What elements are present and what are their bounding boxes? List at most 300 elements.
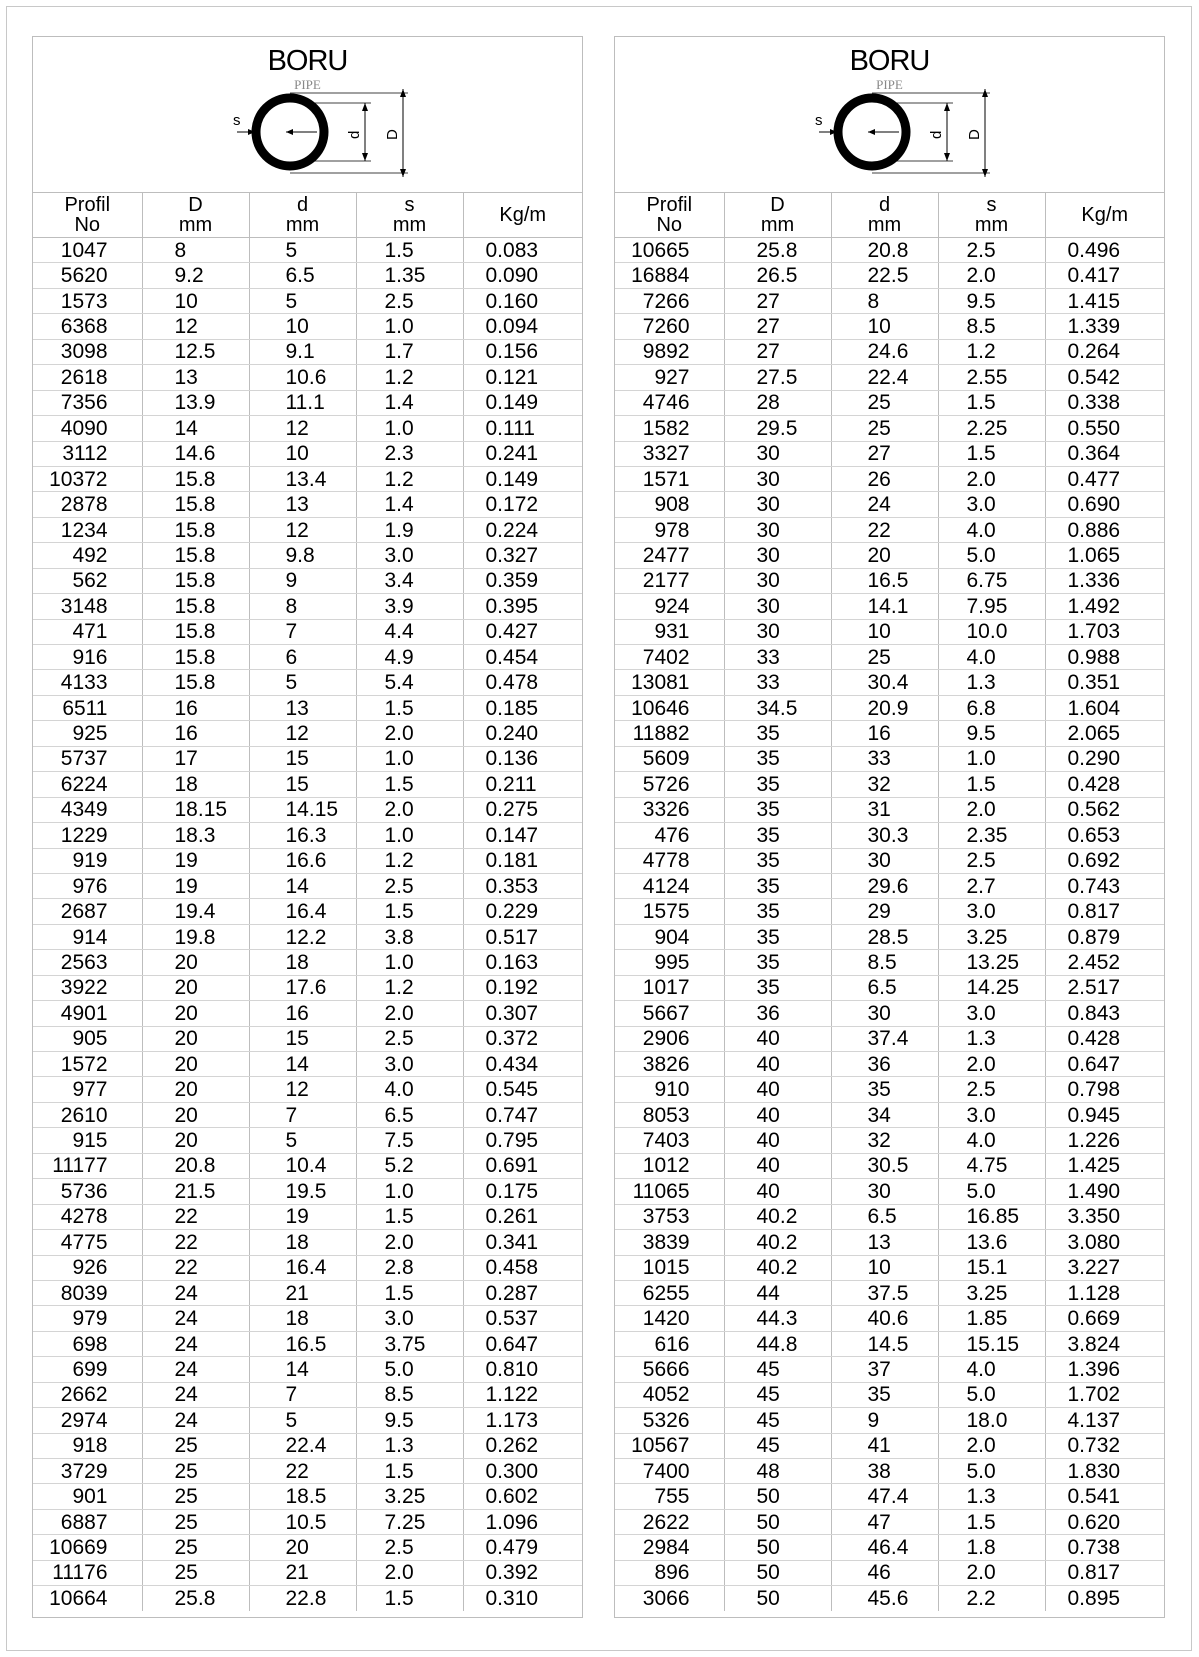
table-row	[615, 568, 1164, 593]
cell-kg-per-m: 0.211	[463, 772, 582, 797]
cell-d: 30	[831, 848, 938, 873]
table-row	[615, 1204, 1164, 1229]
cell-D: 13	[142, 365, 249, 390]
table-row	[33, 288, 582, 313]
cell-s: 2.0	[938, 1052, 1045, 1077]
table-row	[33, 238, 582, 263]
cell-s: 3.9	[356, 594, 463, 619]
cell-profil-no: 919	[33, 848, 142, 873]
cell-kg-per-m: 0.690	[1045, 492, 1164, 517]
cell-s: 3.25	[938, 1280, 1045, 1305]
table-row	[615, 594, 1164, 619]
cell-d: 6.5	[831, 975, 938, 1000]
cell-kg-per-m: 0.172	[463, 492, 582, 517]
table-row	[33, 594, 582, 619]
cell-D: 35	[724, 823, 831, 848]
cell-profil-no: 7402	[615, 645, 724, 670]
cell-d: 41	[831, 1433, 938, 1458]
cell-profil-no: 7403	[615, 1128, 724, 1153]
cell-kg-per-m: 1.096	[463, 1509, 582, 1534]
cell-s: 3.75	[356, 1331, 463, 1356]
cell-D: 19	[142, 848, 249, 873]
cell-D: 44.3	[724, 1306, 831, 1331]
table-row	[33, 1204, 582, 1229]
cell-D: 24	[142, 1408, 249, 1433]
table-row	[33, 695, 582, 720]
cell-profil-no: 924	[615, 594, 724, 619]
cell-d: 25	[831, 416, 938, 441]
cell-kg-per-m: 0.545	[463, 1077, 582, 1102]
cell-s: 16.85	[938, 1204, 1045, 1229]
cell-s: 2.0	[356, 721, 463, 746]
cell-d: 6.5	[831, 1204, 938, 1229]
cell-d: 16.3	[249, 823, 356, 848]
cell-d: 12	[249, 1077, 356, 1102]
cell-D: 20	[142, 975, 249, 1000]
s-label: s	[233, 112, 241, 129]
cell-kg-per-m: 0.496	[1045, 238, 1164, 263]
cell-d: 10	[249, 441, 356, 466]
cell-profil-no: 4124	[615, 873, 724, 898]
cell-s: 1.3	[938, 1026, 1045, 1051]
cell-d: 27	[831, 441, 938, 466]
cell-D: 19	[142, 873, 249, 898]
s-label: s	[815, 112, 823, 129]
table-row	[33, 543, 582, 568]
cell-kg-per-m: 0.156	[463, 339, 582, 364]
cell-s: 3.4	[356, 568, 463, 593]
cell-s: 9.5	[938, 288, 1045, 313]
cell-d: 10	[831, 314, 938, 339]
cell-d: 46.4	[831, 1535, 938, 1560]
table-row	[615, 873, 1164, 898]
cell-D: 25.8	[724, 238, 831, 263]
cell-profil-no: 904	[615, 924, 724, 949]
cell-d: 31	[831, 797, 938, 822]
cell-d: 30.3	[831, 823, 938, 848]
table-row	[33, 873, 582, 898]
cell-profil-no: 2477	[615, 543, 724, 568]
cell-kg-per-m: 1.604	[1045, 695, 1164, 720]
header-d-unit: mm	[285, 214, 320, 236]
cell-d: 25	[831, 645, 938, 670]
cell-profil-no: 11882	[615, 721, 724, 746]
cell-s: 4.75	[938, 1153, 1045, 1178]
cell-d: 22.4	[831, 365, 938, 390]
cell-profil-no: 995	[615, 950, 724, 975]
table-row	[615, 1484, 1164, 1509]
cell-profil-no: 9892	[615, 339, 724, 364]
cell-s: 2.35	[938, 823, 1045, 848]
header-d-unit: mm	[867, 214, 902, 236]
table-row	[33, 1382, 582, 1407]
cell-d: 16	[249, 1001, 356, 1026]
cell-d: 16.6	[249, 848, 356, 873]
table-header-row	[615, 193, 1164, 238]
cell-D: 40	[724, 1102, 831, 1127]
cell-D: 45	[724, 1408, 831, 1433]
cell-profil-no: 4746	[615, 390, 724, 415]
cell-s: 1.5	[938, 390, 1045, 415]
cell-kg-per-m: 0.310	[485, 1586, 539, 1610]
cell-kg-per-m: 0.647	[1045, 1052, 1164, 1077]
cell-kg-per-m: 0.307	[463, 1001, 582, 1026]
cell-kg-per-m: 0.364	[1045, 441, 1164, 466]
cell-profil-no: 8039	[33, 1280, 142, 1305]
cell-kg-per-m: 0.743	[1045, 873, 1164, 898]
cell-s: 5.0	[938, 543, 1045, 568]
cell-profil-no: 6255	[615, 1280, 724, 1305]
table-row	[615, 238, 1164, 263]
cell-d: 8.5	[831, 950, 938, 975]
cell-profil-no: 2687	[33, 899, 142, 924]
cell-s: 5.0	[938, 1382, 1045, 1407]
cell-D: 35	[724, 924, 831, 949]
table-row	[33, 365, 582, 390]
cell-s: 1.5	[938, 772, 1045, 797]
cell-d: 5	[249, 1408, 356, 1433]
cell-s: 3.0	[356, 1306, 463, 1331]
cell-s: 1.0	[356, 823, 463, 848]
cell-d: 14.5	[831, 1331, 938, 1356]
cell-profil-no: 3839	[615, 1230, 724, 1255]
cell-s: 2.5	[356, 288, 463, 313]
cell-D: 45	[724, 1433, 831, 1458]
cell-D: 19.4	[142, 899, 249, 924]
cell-kg-per-m: 4.137	[1045, 1408, 1164, 1433]
cell-kg-per-m: 0.094	[463, 314, 582, 339]
cell-s: 1.3	[938, 670, 1045, 695]
cell-d: 20.8	[831, 238, 938, 263]
table-row	[33, 1153, 582, 1178]
table-row	[33, 492, 582, 517]
cell-d: 33	[831, 746, 938, 771]
cell-profil-no: 978	[615, 517, 724, 542]
cell-D: 24	[142, 1331, 249, 1356]
cell-D: 24	[142, 1280, 249, 1305]
cell-d: 29	[831, 899, 938, 924]
cell-profil-no: 905	[33, 1026, 142, 1051]
cell-d: 12	[249, 721, 356, 746]
cell-s: 1.5	[938, 1509, 1045, 1534]
cell-d: 9	[831, 1408, 938, 1433]
table-row	[615, 1280, 1164, 1305]
cell-D: 45	[724, 1382, 831, 1407]
cell-D: 27	[724, 339, 831, 364]
cell-D: 15.8	[142, 568, 249, 593]
cell-s: 8.5	[356, 1382, 463, 1407]
cell-d: 10	[831, 619, 938, 644]
cell-profil-no: 476	[615, 823, 724, 848]
cell-profil-no: 5726	[615, 772, 724, 797]
cell-D: 24	[142, 1357, 249, 1382]
cell-kg-per-m: 0.290	[1045, 746, 1164, 771]
cell-D: 14.6	[142, 441, 249, 466]
header-d	[831, 193, 938, 238]
cell-s: 1.2	[356, 975, 463, 1000]
header-no: No	[656, 214, 683, 236]
cell-d: 14	[249, 1052, 356, 1077]
cell-d: 13	[831, 1230, 938, 1255]
cell-profil-no: 3826	[615, 1052, 724, 1077]
cell-D: 25	[142, 1484, 249, 1509]
cell-s: 1.3	[356, 1433, 463, 1458]
cell-d: 47	[831, 1509, 938, 1534]
cell-s: 1.4	[356, 492, 463, 517]
cell-s: 4.0	[938, 645, 1045, 670]
cell-kg-per-m: 0.537	[463, 1306, 582, 1331]
header-d-label: d	[878, 194, 891, 216]
table-row	[33, 1179, 582, 1204]
cell-s: 2.0	[356, 1001, 463, 1026]
cell-d: 30	[831, 1001, 938, 1026]
cell-kg-per-m: 0.327	[463, 543, 582, 568]
cell-s: 13.25	[938, 950, 1045, 975]
cell-profil-no: 4090	[33, 416, 142, 441]
cell-s: 4.0	[938, 517, 1045, 542]
cell-d: 10	[249, 314, 356, 339]
header-s	[356, 193, 463, 238]
cell-profil-no: 6511	[33, 695, 142, 720]
table-body	[33, 238, 582, 1611]
cell-s: 1.0	[356, 746, 463, 771]
cell-s: 9.5	[356, 1408, 463, 1433]
cell-s: 1.5	[356, 1280, 463, 1305]
header-kg	[463, 193, 582, 238]
cell-D: 15.8	[142, 645, 249, 670]
cell-d: 13	[249, 695, 356, 720]
cell-kg-per-m: 0.886	[1045, 517, 1164, 542]
cell-d: 40.6	[831, 1306, 938, 1331]
cell-kg-per-m: 1.396	[1045, 1357, 1164, 1382]
cell-D: 30	[724, 492, 831, 517]
cell-s: 1.5	[356, 899, 463, 924]
table-body	[615, 238, 1164, 1611]
cell-D: 33	[724, 670, 831, 695]
cell-D: 50	[724, 1509, 831, 1534]
cell-D: 40	[724, 1026, 831, 1051]
table-row	[33, 390, 582, 415]
table-row	[615, 1408, 1164, 1433]
table-row	[615, 1052, 1164, 1077]
cell-kg-per-m: 0.392	[463, 1560, 582, 1585]
pipe-table-panel-left	[32, 36, 583, 1618]
cell-s: 1.2	[356, 466, 463, 491]
cell-D: 15.8	[142, 670, 249, 695]
cell-profil-no: 918	[33, 1433, 142, 1458]
panel-subtitle: PIPE	[876, 77, 903, 92]
header-kg	[1045, 193, 1164, 238]
cell-d: 32	[831, 772, 938, 797]
table-row	[33, 339, 582, 364]
cell-profil-no: 10646	[615, 695, 724, 720]
cell-D: 30	[724, 441, 831, 466]
cell-profil-no: 5737	[33, 746, 142, 771]
cell-profil-no: 471	[33, 619, 142, 644]
table-row	[33, 1306, 582, 1331]
cell-s: 8.5	[938, 314, 1045, 339]
cell-profil-no: 4349	[33, 797, 142, 822]
cell-D: 15.8	[142, 466, 249, 491]
cell-kg-per-m: 0.338	[1045, 390, 1164, 415]
cell-D: 40.2	[724, 1255, 831, 1280]
cell-kg-per-m: 0.181	[463, 848, 582, 873]
cell-s: 2.5	[938, 848, 1045, 873]
cell-profil-no: 7400	[615, 1459, 724, 1484]
cell-d: 7	[249, 619, 356, 644]
s-arrow-head-inner	[286, 129, 293, 135]
cell-kg-per-m: 0.175	[463, 1179, 582, 1204]
table-row	[33, 1077, 582, 1102]
cell-d: 30.4	[831, 670, 938, 695]
cell-profil-no: 4052	[615, 1382, 724, 1407]
cell-profil-no: 2177	[615, 568, 724, 593]
table-row	[33, 772, 582, 797]
cell-kg-per-m: 2.452	[1045, 950, 1164, 975]
cell-D: 33	[724, 645, 831, 670]
cell-s: 2.7	[938, 873, 1045, 898]
cell-D: 44.8	[724, 1331, 831, 1356]
cell-s: 5.2	[356, 1153, 463, 1178]
cell-kg-per-m: 0.185	[463, 695, 582, 720]
cell-d: 15	[249, 772, 356, 797]
cell-D: 8	[142, 238, 249, 263]
cell-kg-per-m: 0.843	[1045, 1001, 1164, 1026]
table-row	[33, 314, 582, 339]
cell-d: 9.1	[249, 339, 356, 364]
table-row	[33, 848, 582, 873]
d-label: d	[928, 130, 945, 139]
cell-kg-per-m: 0.550	[1045, 416, 1164, 441]
table-row	[33, 1357, 582, 1382]
cell-kg-per-m: 1.173	[463, 1408, 582, 1433]
cell-s: 1.5	[356, 1586, 463, 1611]
cell-kg-per-m: 0.351	[1045, 670, 1164, 695]
cell-profil-no: 3327	[615, 441, 724, 466]
table-row	[615, 1128, 1164, 1153]
cell-profil-no: 3729	[33, 1459, 142, 1484]
cell-D: 15.8	[142, 594, 249, 619]
cell-D: 40.2	[724, 1230, 831, 1255]
cell-kg-per-m: 0.341	[463, 1230, 582, 1255]
cell-kg-per-m: 0.817	[1045, 1560, 1164, 1585]
cell-profil-no: 2974	[33, 1408, 142, 1433]
cell-D: 25	[142, 1535, 249, 1560]
cell-kg-per-m: 0.147	[463, 823, 582, 848]
cell-d: 16.5	[249, 1331, 356, 1356]
cell-kg-per-m: 1.226	[1045, 1128, 1164, 1153]
cell-profil-no: 2610	[33, 1102, 142, 1127]
table-row	[33, 1331, 582, 1356]
cell-d: 24.6	[831, 339, 938, 364]
pipe-table	[33, 193, 582, 1611]
header-s-unit: mm	[392, 214, 427, 236]
cell-s: 2.0	[938, 1433, 1045, 1458]
cell-kg-per-m: 0.428	[1045, 772, 1164, 797]
cell-profil-no: 10669	[33, 1535, 142, 1560]
cell-d: 18	[249, 1230, 356, 1255]
cell-s: 4.4	[356, 619, 463, 644]
cell-profil-no: 4278	[33, 1204, 142, 1229]
cell-kg-per-m: 0.300	[463, 1459, 582, 1484]
cell-D: 20	[142, 1026, 249, 1051]
table-row	[615, 1077, 1164, 1102]
cell-D: 50	[724, 1484, 831, 1509]
table-row	[615, 543, 1164, 568]
table-row	[33, 1052, 582, 1077]
cell-profil-no: 5609	[615, 746, 724, 771]
cell-kg-per-m: 0.647	[463, 1331, 582, 1356]
cell-profil-no: 4775	[33, 1230, 142, 1255]
cell-D: 25	[142, 1509, 249, 1534]
cell-profil-no: 492	[33, 543, 142, 568]
table-row	[33, 517, 582, 542]
cell-kg-per-m: 0.669	[1045, 1306, 1164, 1331]
cell-D: 34.5	[724, 695, 831, 720]
cell-kg-per-m: 0.359	[463, 568, 582, 593]
cell-s: 2.0	[938, 466, 1045, 491]
cell-D: 50	[724, 1535, 831, 1560]
cell-kg-per-m: 3.227	[1045, 1255, 1164, 1280]
cell-s: 6.75	[938, 568, 1045, 593]
cell-d: 6.5	[249, 263, 356, 288]
cell-kg-per-m: 0.241	[463, 441, 582, 466]
d-dim-arrow-top	[944, 103, 950, 111]
cell-d: 37.4	[831, 1026, 938, 1051]
cell-s: 10.0	[938, 619, 1045, 644]
header-D-unit: mm	[760, 214, 795, 236]
cell-kg-per-m: 0.264	[1045, 339, 1164, 364]
cell-s: 9.5	[938, 721, 1045, 746]
cell-s: 1.35	[356, 263, 463, 288]
cell-s: 3.0	[356, 543, 463, 568]
table-row	[615, 975, 1164, 1000]
cell-s: 3.0	[938, 899, 1045, 924]
cell-profil-no: 908	[615, 492, 724, 517]
cell-kg-per-m: 0.541	[1045, 1484, 1164, 1509]
cell-profil-no: 914	[33, 924, 142, 949]
cell-s: 6.5	[356, 1102, 463, 1127]
table-row	[615, 848, 1164, 873]
cell-D: 35	[724, 746, 831, 771]
cell-s: 1.0	[356, 950, 463, 975]
table-row	[615, 695, 1164, 720]
cell-s: 2.0	[356, 1230, 463, 1255]
cell-d: 24	[831, 492, 938, 517]
cell-d: 11.1	[249, 390, 356, 415]
cell-kg-per-m: 0.738	[1045, 1535, 1164, 1560]
header-D-unit: mm	[178, 214, 213, 236]
cell-profil-no: 3112	[33, 441, 142, 466]
cell-D: 29.5	[724, 416, 831, 441]
cell-D: 28	[724, 390, 831, 415]
cell-profil-no: 7356	[33, 390, 142, 415]
cell-kg-per-m: 3.080	[1045, 1230, 1164, 1255]
cell-d: 9	[249, 568, 356, 593]
table-row	[33, 670, 582, 695]
cell-kg-per-m: 1.065	[1045, 543, 1164, 568]
table-row	[615, 1560, 1164, 1585]
cell-d: 12	[249, 416, 356, 441]
cell-kg-per-m: 1.492	[1045, 594, 1164, 619]
cell-kg-per-m: 1.702	[1045, 1382, 1164, 1407]
table-row	[33, 1509, 582, 1534]
header-kg-label: Kg/m	[1081, 204, 1129, 226]
table-row	[33, 1128, 582, 1153]
panel-header	[615, 37, 1164, 193]
cell-D: 45	[724, 1357, 831, 1382]
cell-kg-per-m: 1.703	[1045, 619, 1164, 644]
